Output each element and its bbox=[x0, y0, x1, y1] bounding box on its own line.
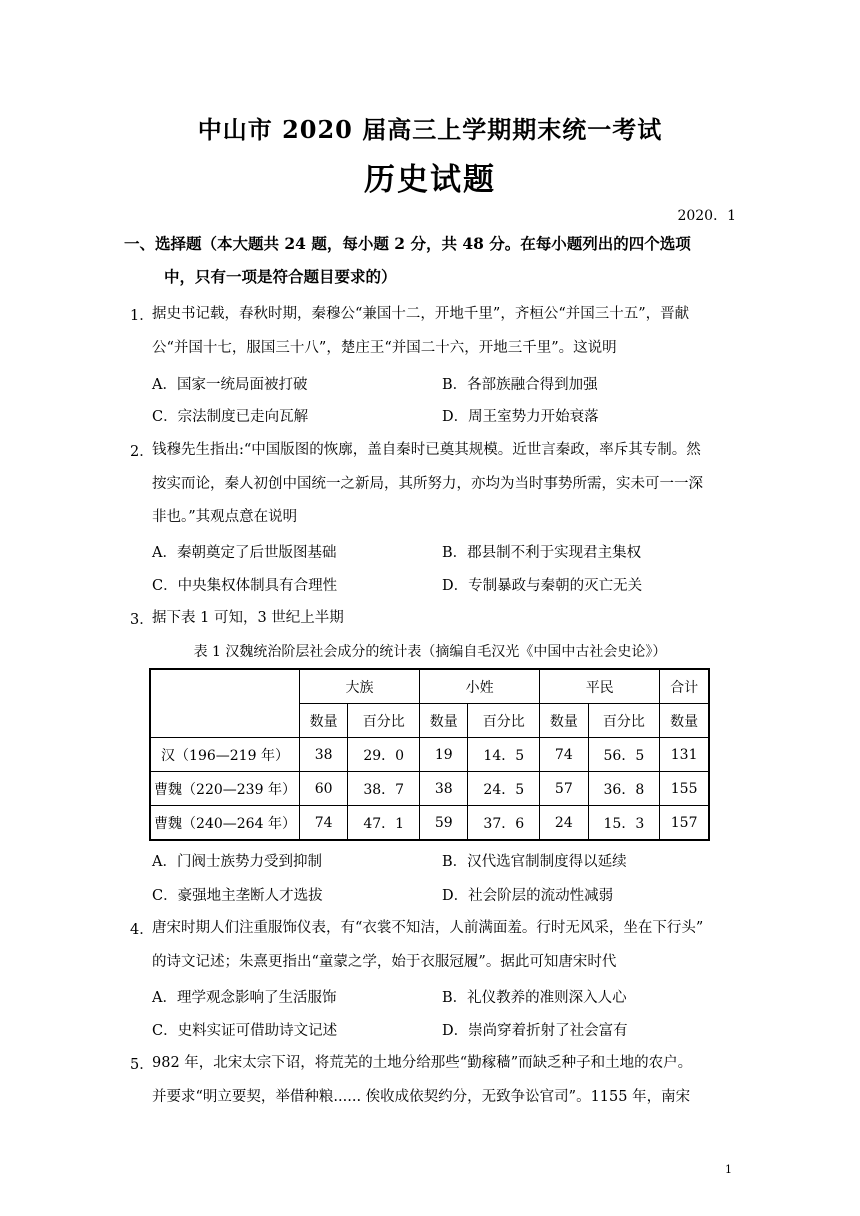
exam-title: 中山市 2020 届高三上学期期末统一考试 bbox=[197, 115, 663, 144]
question-3-option-c: C．豪强地主垄断人才选拔 bbox=[152, 888, 323, 904]
table-cell: 57 bbox=[540, 772, 588, 806]
table-cell: 38 bbox=[420, 772, 468, 806]
question-2-option-c: C．中央集权体制具有合理性 bbox=[152, 578, 338, 594]
table-cell: 38．7 bbox=[348, 772, 420, 806]
question-4-option-a: A．理学观念影响了生活服饰 bbox=[152, 990, 337, 1006]
question-4-line2: 的诗文记述；朱熹更指出“童蒙之学，始于衣服冠履”。据此可知唐宋时代 bbox=[152, 954, 617, 970]
question-3-option-b: B．汉代选官制制度得以延续 bbox=[442, 854, 627, 870]
question-5-line2: 并要求“明立要契，举借种粮...... 俟收成依契约分，无致争讼官司”。1155 年，南宋 bbox=[152, 1089, 691, 1105]
question-4-option-c: C．史料实证可借助诗文记述 bbox=[152, 1023, 338, 1039]
question-1-line2: 公“并国十七，服国三十八”，楚庄王“并国二十六，开地三千里”。这说明 bbox=[152, 340, 617, 356]
question-2-option-b: B．郡县制不利于实现君主集权 bbox=[442, 545, 642, 561]
question-2-option-d: D．专制暴政与秦朝的灭亡无关 bbox=[442, 578, 643, 594]
question-3-line1: 据下表 1 可知，3 世纪上半期 bbox=[152, 610, 344, 626]
question-3-option-d: D．社会阶层的流动性减弱 bbox=[442, 888, 614, 904]
table-cell: 59 bbox=[420, 806, 468, 841]
table-cell: 曹魏（220—239 年） bbox=[150, 772, 300, 806]
question-3-option-a: A．门阀士族势力受到抑制 bbox=[152, 854, 322, 870]
question-3-number: 3． bbox=[130, 612, 154, 628]
question-1-option-c: C．宗法制度已走向瓦解 bbox=[152, 409, 309, 425]
table-subheader: 百分比 bbox=[468, 704, 540, 738]
table-subheader: 百分比 bbox=[348, 704, 420, 738]
question-1-line1: 据史书记载，春秋时期，秦穆公“兼国十二，开地千里”，齐桓公“并国三十五”，晋献 bbox=[152, 306, 690, 322]
question-2-option-a: A．秦朝奠定了后世版图基础 bbox=[152, 545, 337, 561]
table-cell: 24．5 bbox=[468, 772, 540, 806]
question-2-line2: 按实而论，秦人初创中国统一之新局，其所努力，亦均为当时事势所需，实未可一一深 bbox=[152, 476, 703, 492]
table-cell: 157 bbox=[660, 806, 709, 841]
table-cell: 74 bbox=[300, 806, 348, 841]
question-5-line1: 982 年，北宋太宗下诏，将荒芜的土地分给那些“勤稼穑”而缺乏种子和土地的农户。 bbox=[152, 1055, 693, 1071]
table-cell: 74 bbox=[540, 738, 588, 772]
table-cell: 60 bbox=[300, 772, 348, 806]
table-cell: 汉（196—219 年） bbox=[150, 738, 300, 772]
subject-title: 历史试题 bbox=[364, 162, 496, 198]
table-row bbox=[150, 806, 709, 841]
question-1-option-a: A．国家一统局面被打破 bbox=[152, 377, 308, 393]
table-row bbox=[150, 772, 709, 806]
section-heading-line1: 一、选择题（本大题共 24 题，每小题 2 分，共 48 分。在每小题列出的四个选项 bbox=[124, 234, 691, 253]
table-cell: 36．8 bbox=[588, 772, 660, 806]
table-row bbox=[150, 738, 709, 772]
table-cell: 56．5 bbox=[588, 738, 660, 772]
question-1-number: 1． bbox=[130, 308, 154, 324]
table-cell: 曹魏（240—264 年） bbox=[150, 806, 300, 841]
statistics-table bbox=[149, 668, 710, 841]
question-1-option-b: B．各部族融合得到加强 bbox=[442, 377, 598, 393]
question-4-line1: 唐宋时期人们注重服饰仪表，有“衣裳不知洁，人前满面羞。行时无风采，坐在下行头” bbox=[152, 920, 704, 936]
table-cell: 29．0 bbox=[348, 738, 420, 772]
table-group-header: 平民 bbox=[540, 669, 660, 704]
question-4-number: 4． bbox=[130, 922, 154, 938]
table-cell: 47．1 bbox=[348, 806, 420, 841]
table-group-header: 大族 bbox=[300, 669, 420, 704]
question-1-option-d: D．周王室势力开始衰落 bbox=[442, 409, 599, 425]
table-subheader: 数量 bbox=[660, 704, 709, 738]
table-cell: 38 bbox=[300, 738, 348, 772]
table-cell: 15．3 bbox=[588, 806, 660, 841]
table-cell: 19 bbox=[420, 738, 468, 772]
table-caption: 表 1 汉魏统治阶层社会成分的统计表（摘编自毛汉光《中国中古社会史论》） bbox=[193, 644, 667, 660]
table-cell: 131 bbox=[660, 738, 709, 772]
question-2-line1: 钱穆先生指出:“中国版图的恢廓，盖自秦时已奠其规模。近世言秦政，率斥其专制。然 bbox=[152, 442, 701, 458]
question-4-option-b: B．礼仪教养的准则深入人心 bbox=[442, 990, 627, 1006]
question-5-number: 5． bbox=[130, 1057, 154, 1073]
table-cell: 14．5 bbox=[468, 738, 540, 772]
table-group-header: 合计 bbox=[660, 669, 709, 704]
table-cell: 155 bbox=[660, 772, 709, 806]
table-subheader: 数量 bbox=[540, 704, 588, 738]
table-header-row bbox=[150, 669, 709, 704]
table-cell: 37．6 bbox=[468, 806, 540, 841]
table-subheader: 数量 bbox=[300, 704, 348, 738]
table-corner-cell bbox=[150, 669, 300, 738]
question-2-number: 2． bbox=[130, 444, 154, 460]
table-subheader: 百分比 bbox=[588, 704, 660, 738]
question-2-line3: 非也。”其观点意在说明 bbox=[152, 509, 298, 525]
table-group-header: 小姓 bbox=[420, 669, 540, 704]
table-cell: 24 bbox=[540, 806, 588, 841]
table-subheader: 数量 bbox=[420, 704, 468, 738]
question-4-option-d: D．崇尚穿着折射了社会富有 bbox=[442, 1023, 628, 1039]
page-number: 1 bbox=[725, 1163, 732, 1176]
exam-date: 2020．1 bbox=[677, 208, 736, 224]
section-heading-line2: 中，只有一项是符合题目要求的） bbox=[164, 267, 397, 286]
